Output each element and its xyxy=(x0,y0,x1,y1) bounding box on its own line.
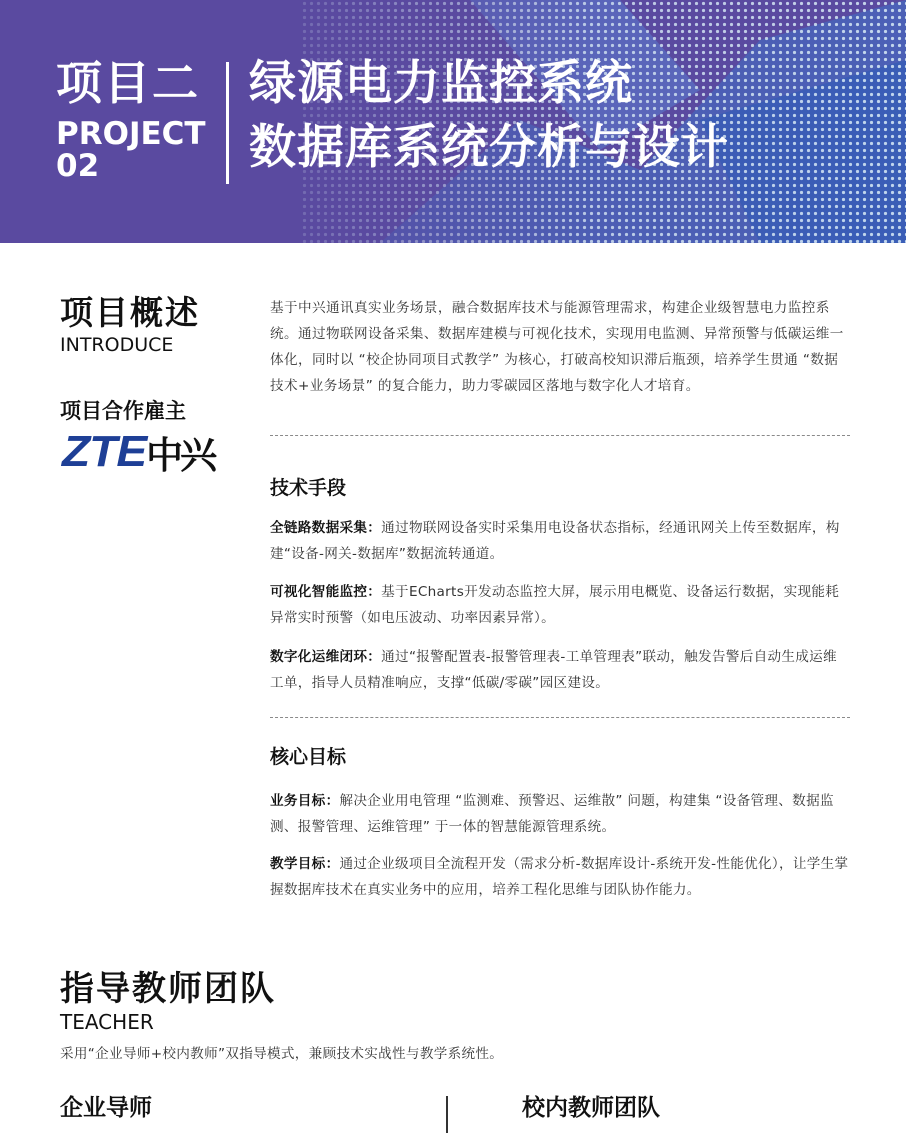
divider-2 xyxy=(270,717,850,718)
teacher-subtitle: TEACHER xyxy=(60,1010,154,1034)
column-divider xyxy=(446,1096,448,1133)
project-number-en xyxy=(56,118,206,182)
title-line-2: 数据库系统分析与设计 xyxy=(249,120,729,175)
teacher-description: 采用“企业导师+校内教师”双指导模式，兼顾技术实战性与教学系统性。 xyxy=(60,1046,504,1062)
tech-item xyxy=(270,515,850,567)
tech-item-label: 可视化智能监控： xyxy=(270,584,382,600)
title-line-1: 绿源电力监控系统 xyxy=(249,56,633,111)
overview-intro: 基于中兴通讯真实业务场景，融合数据库技术与能源管理需求，构建企业级智慧电力监控系统。通过物联网设备采集、数据库建模与可视化技术，实现用电监测、异常预警与低碳运维一体化，同时以 “校企协同项目式教学” 为核心，打破高校知识滞后瓶颈，培养学生贯通 “数据技术+业务场景” 的复合能力，助力零碳园区落地与数字化人才培育。 xyxy=(270,300,844,394)
project-en-line2: 02 xyxy=(56,148,100,184)
zte-logo-cn: 中兴 xyxy=(146,434,215,477)
goal-item-label: 业务目标： xyxy=(270,793,340,809)
tech-item-label: 全链路数据采集： xyxy=(270,520,382,536)
partner-label: 项目合作雇主 xyxy=(60,399,186,423)
header-divider xyxy=(226,62,229,184)
tech-item xyxy=(270,644,850,696)
overview-title: 项目概述 xyxy=(60,293,200,332)
zte-logo xyxy=(61,427,215,477)
header-banner xyxy=(0,0,906,243)
goal-item-text: 解决企业用电管理 “监测难、预警迟、运维散” 问题，构建集 “设备管理、数据监测、报警管理、运维管理” 于一体的智慧能源管理系统。 xyxy=(270,793,834,835)
divider-1 xyxy=(270,435,850,436)
tech-item-text: 基于ECharts开发动态监控大屏，展示用电概览、设备运行数据，实现能耗异常实时预警（如电压波动、功率因素异常）。 xyxy=(270,584,840,626)
enterprise-mentor-heading: 企业导师 xyxy=(60,1095,152,1121)
tech-item-label: 数字化运维闭环： xyxy=(270,649,382,665)
school-team-heading: 校内教师团队 xyxy=(522,1095,660,1121)
tech-item-text: 通过物联网设备实时采集用电设备状态指标，经通讯网关上传至数据库，构建“设备-网关-数据库”数据流转通道。 xyxy=(270,520,840,562)
goal-item-label: 教学目标： xyxy=(270,856,340,872)
goal-item-text: 通过企业级项目全流程开发（需求分析-数据库设计-系统开发-性能优化），让学生掌握数据库技术在真实业务中的应用，培养工程化思维与团队协作能力。 xyxy=(270,856,849,898)
goal-item xyxy=(270,788,850,840)
project-number-cn: 项目二 xyxy=(56,56,200,110)
project-en-line1: PROJECT xyxy=(56,116,206,152)
zte-logo-latin: ZTE xyxy=(61,427,147,476)
teacher-title: 指导教师团队 xyxy=(60,969,276,1009)
tech-item xyxy=(270,579,850,631)
goals-heading: 核心目标 xyxy=(270,746,347,768)
tech-item-text: 通过“报警配置表-报警管理表-工单管理表”联动，触发告警后自动生成运维工单，指导人员精准响应，支撑“低碳/零碳”园区建设。 xyxy=(270,649,837,691)
overview-subtitle: INTRODUCE xyxy=(60,334,174,356)
page-title xyxy=(249,52,729,180)
tech-heading: 技术手段 xyxy=(270,477,347,499)
goal-item xyxy=(270,851,850,903)
